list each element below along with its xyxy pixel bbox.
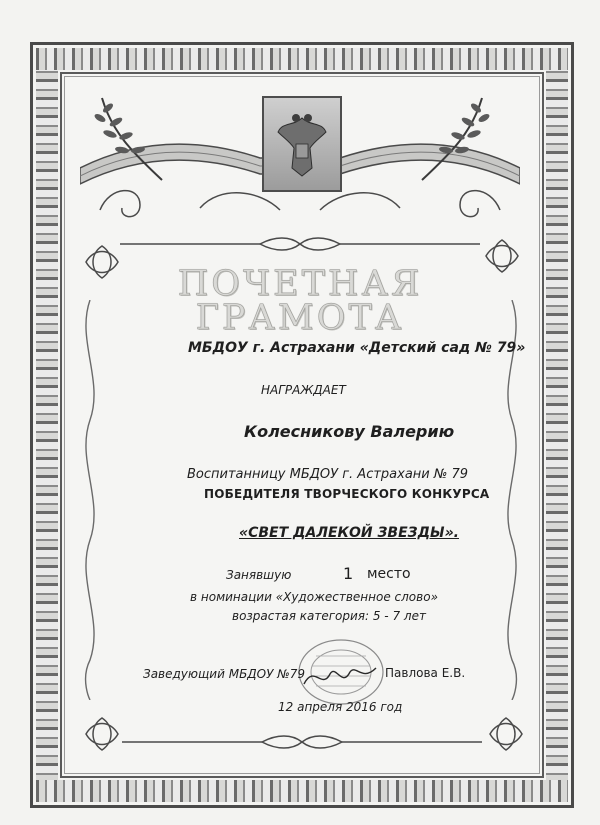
top-divider-icon	[90, 236, 510, 252]
winner-text: ПОБЕДИТЕЛЯ ТВОРЧЕСКОГО КОНКУРСА	[204, 487, 490, 501]
signature-icon	[300, 660, 380, 694]
place-word: место	[367, 566, 411, 582]
organization-text: МБДОУ г. Астрахани «Детский сад № 79»	[188, 340, 526, 356]
award-verb: НАГРАЖДАЕТ	[261, 383, 346, 397]
age-category-text: возрастая категория: 5 - 7 лет	[232, 609, 426, 623]
left-flourish-icon	[76, 300, 104, 700]
place-label: Занявшую	[226, 568, 292, 582]
contest-name: «СВЕТ ДАЛЕКОЙ ЗВЕЗДЫ».	[239, 525, 459, 541]
eagle-icon	[274, 108, 330, 182]
laurel-branch-icon	[92, 92, 172, 182]
title-line-2: ГРАМОТА	[195, 298, 405, 338]
swirl-ornament-icon	[80, 180, 520, 230]
recipient-name: Колесникову Валерию	[244, 422, 455, 441]
title-line-1: ПОЧЕТНАЯ	[177, 264, 423, 304]
bottom-divider-icon	[92, 734, 512, 750]
laurel-branch-icon	[412, 92, 492, 182]
right-flourish-icon	[498, 300, 526, 700]
pupil-of-text: Воспитанницу МБДОУ г. Астрахани № 79	[187, 467, 469, 482]
place-number: 1	[343, 564, 354, 583]
certificate-date: 12 апреля 2016 год	[278, 700, 403, 714]
head-name: Павлова Е.В.	[385, 666, 466, 680]
nomination-text: в номинации «Художественное слово»	[190, 590, 438, 604]
head-title: Заведующий МБДОУ №79	[143, 667, 305, 681]
